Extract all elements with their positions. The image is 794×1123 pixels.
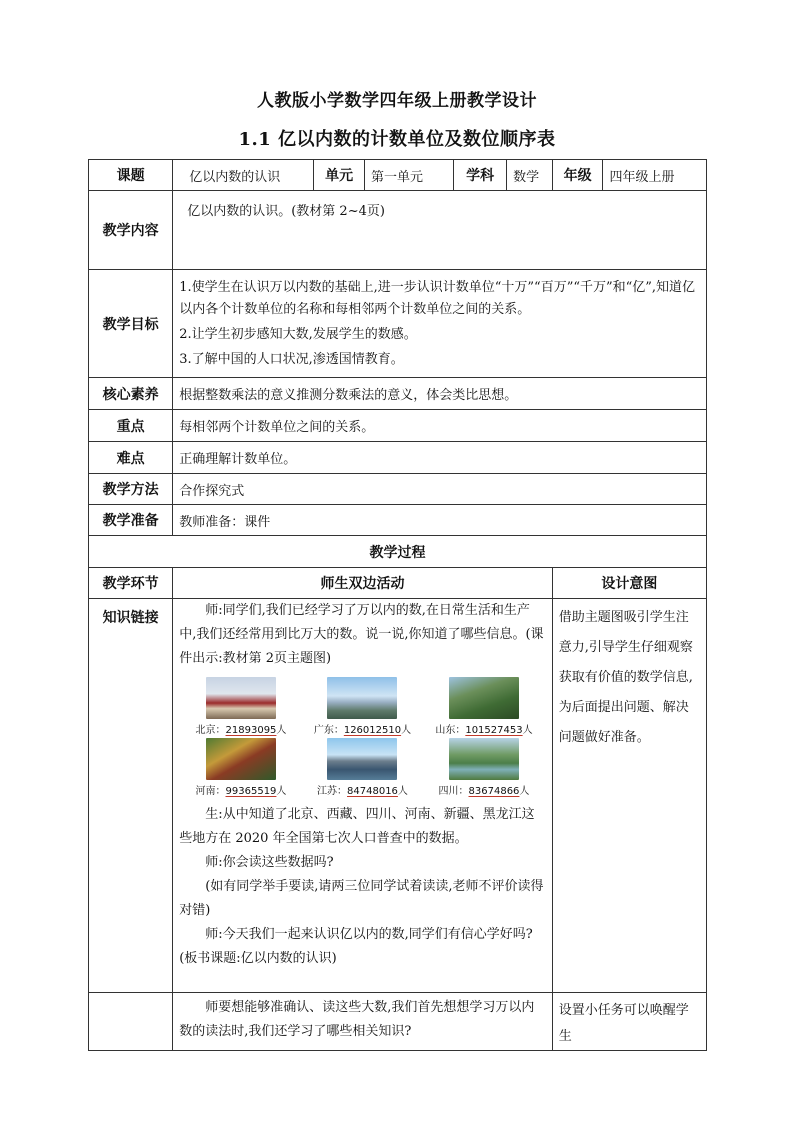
key-point-row — [89, 410, 707, 442]
caption-unit: 人 — [519, 786, 530, 797]
caption-unit: 人 — [401, 725, 412, 736]
beijing-photo — [206, 677, 276, 719]
lesson-plan-table — [88, 159, 707, 1051]
process-title-row — [89, 536, 707, 568]
document-title: 人教版小学数学四年级上册教学设计 — [257, 91, 537, 111]
goals-row — [89, 270, 707, 378]
caption-unit: 人 — [276, 725, 287, 736]
goals-list — [173, 270, 707, 378]
stage-intent: 设置小任务可以唤醒学生 — [552, 993, 706, 1051]
photo-henan — [183, 738, 299, 797]
stage-activity — [173, 599, 553, 993]
teacher-question: 师:你会读这些数据吗? — [205, 855, 334, 870]
photo-caption — [196, 782, 287, 797]
topic-label: 课题 — [89, 160, 173, 191]
photo-caption — [317, 782, 408, 797]
preparation-row — [89, 505, 707, 536]
caption-place: 四川： — [438, 786, 469, 797]
caption-number: 21893095 — [225, 725, 277, 736]
photo-caption — [196, 721, 287, 736]
content-value: 亿以内数的认识。(教材第 2~4页) — [173, 191, 707, 270]
lesson-title: 1.1 亿以内数的计数单位及数位顺序表 — [238, 129, 556, 150]
guangdong-photo — [327, 677, 397, 719]
henan-photo — [206, 738, 276, 780]
caption-unit: 人 — [276, 786, 287, 797]
teacher-prompt: 师要想能够准确认、读这些大数,我们首先想想学习万以内数的读法时,我们还学习了哪些相关知识? — [179, 1000, 535, 1039]
caption-number: 99365519 — [225, 786, 277, 797]
photo-beijing — [183, 677, 299, 736]
content-row — [89, 191, 707, 270]
jiangsu-photo — [327, 738, 397, 780]
photo-guangdong — [305, 677, 421, 736]
student-answer: 生:从中知道了北京、西藏、四川、河南、新疆、黑龙江这些地方在 2020 年全国第七次人口普查中的数据。 — [179, 807, 535, 846]
key-point-label: 重点 — [89, 410, 173, 442]
preparation-label: 教学准备 — [89, 505, 173, 536]
caption-unit: 人 — [522, 725, 533, 736]
grade-label: 年级 — [552, 160, 603, 191]
photo-caption — [435, 721, 532, 736]
topic-value: 亿以内数的认识 — [173, 160, 314, 191]
stage-column-header: 教学环节 — [89, 568, 173, 599]
photo-caption — [314, 721, 411, 736]
theme-picture — [179, 671, 546, 803]
difficulty-value: 正确理解计数单位。 — [173, 442, 707, 474]
method-label: 教学方法 — [89, 474, 173, 505]
shandong-photo — [449, 677, 519, 719]
caption-unit: 人 — [397, 786, 408, 797]
literacy-row — [89, 378, 707, 410]
preparation-value: 教师准备：课件 — [173, 505, 707, 536]
caption-place: 山东： — [435, 725, 466, 736]
difficulty-row — [89, 442, 707, 474]
teacher-note: (如有同学举手要读,请两三位同学试着读读,老师不评价读得对错) — [179, 879, 544, 918]
teacher-intro: 师:同学们,我们已经学习了万以内的数,在日常生活和生产中,我们还经常用到比万大的数。说一说,你知道了哪些信息。(课件出示:教材第 2页主题图) — [179, 603, 544, 666]
goal-item: 2.让学生初步感知大数,发展学生的数感。 — [179, 326, 417, 342]
stage-name — [89, 993, 173, 1051]
photo-jiangsu — [305, 738, 421, 797]
goals-label: 教学目标 — [89, 270, 173, 378]
unit-label: 单元 — [314, 160, 365, 191]
stage-name: 知识链接 — [89, 599, 173, 993]
goal-item: 3.了解中国的人口状况,渗透国情教育。 — [179, 351, 404, 367]
caption-number: 83674866 — [468, 786, 520, 797]
method-row — [89, 474, 707, 505]
caption-place: 北京： — [195, 725, 226, 736]
subject-label: 学科 — [454, 160, 507, 191]
subject-value: 数学 — [507, 160, 553, 191]
activity-column-header: 师生双边活动 — [173, 568, 553, 599]
unit-value: 第一单元 — [365, 160, 454, 191]
process-header-row — [89, 568, 707, 599]
stage-row — [89, 993, 707, 1051]
grade-value: 四年级上册 — [603, 160, 707, 191]
stage-row — [89, 599, 707, 993]
caption-number: 101527453 — [465, 725, 523, 736]
stage-intent — [552, 599, 706, 993]
literacy-value: 根据整数乘法的意义推测分数乘法的意义，体会类比思想。 — [173, 378, 707, 410]
caption-place: 河南： — [195, 786, 226, 797]
literacy-label: 核心素养 — [89, 378, 173, 410]
method-value: 合作探究式 — [173, 474, 707, 505]
caption-number: 84748016 — [347, 786, 398, 797]
caption-place: 广东： — [313, 725, 344, 736]
process-title: 教学过程 — [89, 536, 707, 568]
photo-caption — [439, 782, 530, 797]
intent-text: 借助主题图吸引学生注意力,引导学生仔细观察获取有价值的数学信息,为后面提出问题、解决问题做好准备。 — [558, 610, 693, 745]
photo-sichuan — [426, 738, 542, 797]
difficulty-label: 难点 — [89, 442, 173, 474]
goal-item: 1.使学生在认识万以内数的基础上,进一步认识计数单位“十万”“百万”“千万”和“亿”,知道亿以内各个计数单位的名称和每相邻两个计数单位之间的关系。 — [179, 279, 696, 317]
header-row — [89, 160, 707, 191]
photo-shandong — [426, 677, 542, 736]
key-point-value: 每相邻两个计数单位之间的关系。 — [173, 410, 707, 442]
teacher-topic: 师:今天我们一起来认识亿以内的数,同学们有信心学好吗?(板书课题:亿以内数的认识) — [179, 927, 533, 966]
stage-activity — [173, 993, 553, 1051]
content-label: 教学内容 — [89, 191, 173, 270]
caption-number: 126012510 — [343, 725, 402, 736]
sichuan-photo — [449, 738, 519, 780]
intent-column-header: 设计意图 — [552, 568, 706, 599]
caption-place: 江苏： — [317, 786, 348, 797]
